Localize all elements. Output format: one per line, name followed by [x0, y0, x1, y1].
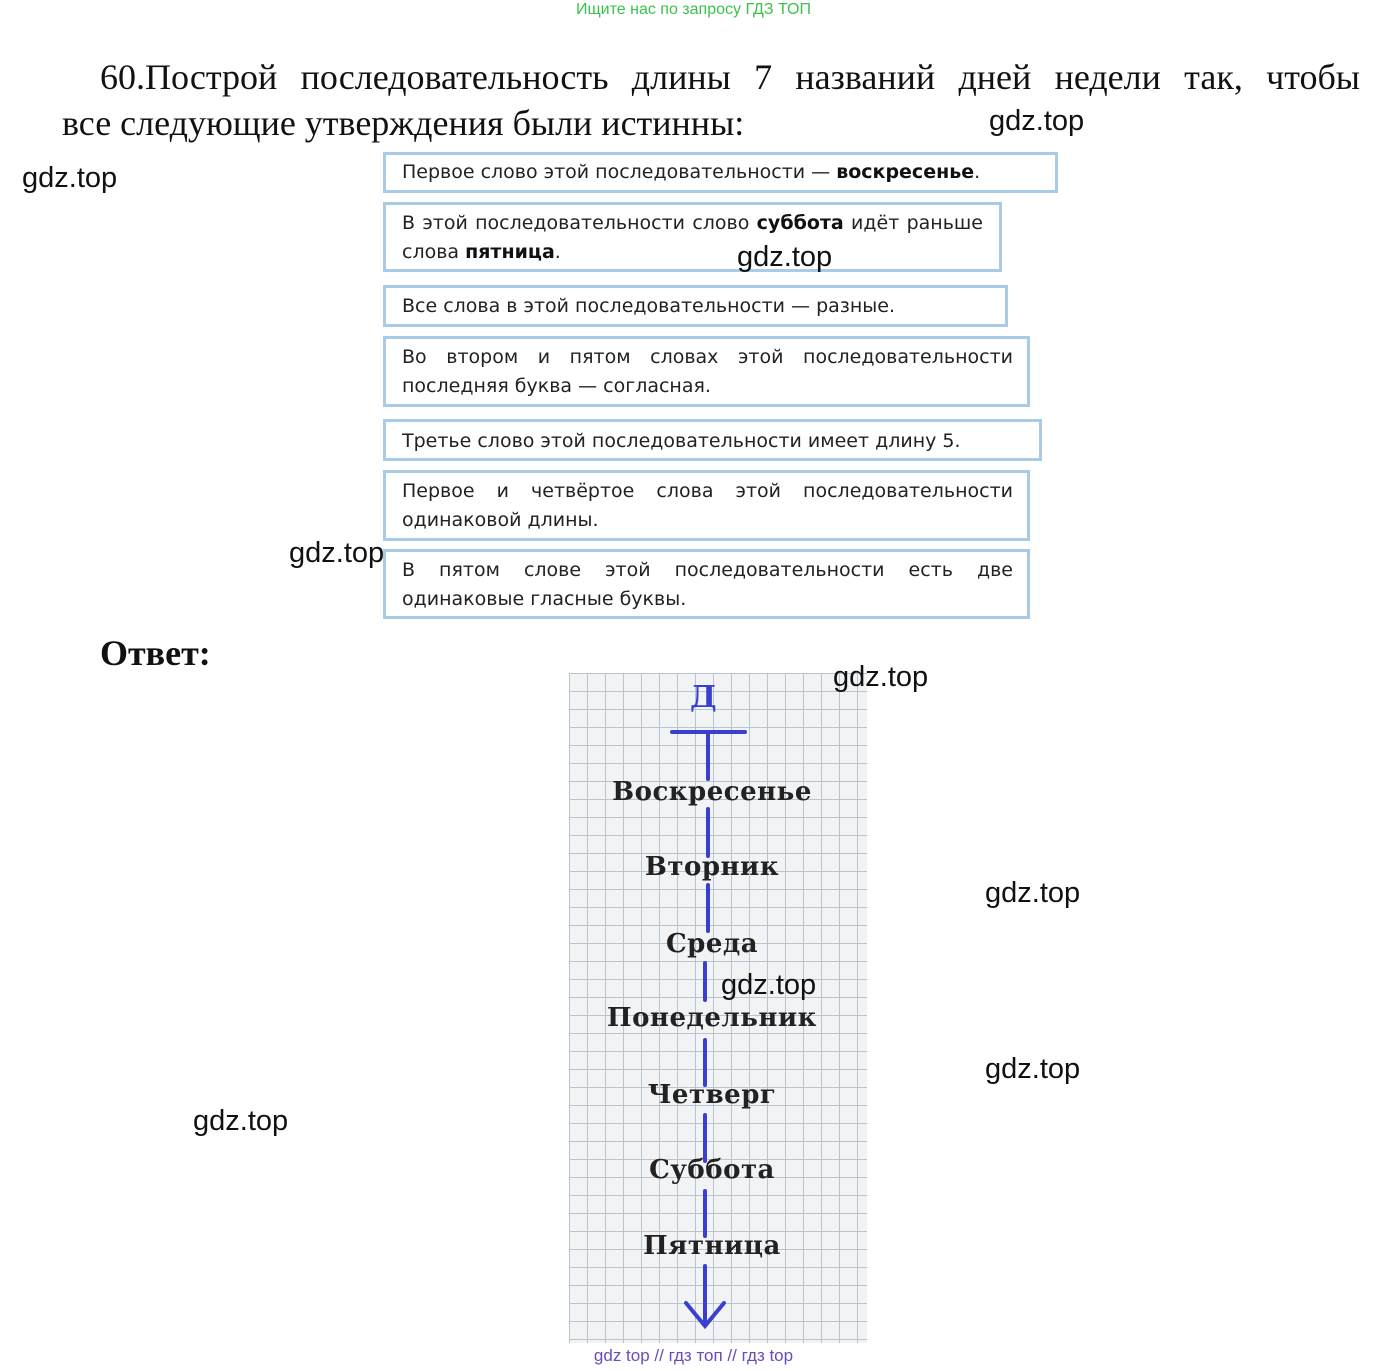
watermark: gdz.top: [833, 661, 929, 693]
day-6: Суббота: [649, 1155, 775, 1185]
statement-box-1: [383, 152, 1058, 193]
statement-box-3: [383, 285, 1008, 327]
statement-1-text: Первое слово этой последовательности —: [402, 161, 837, 183]
watermark: gdz.top: [22, 162, 118, 194]
statement-6-text: Первое и четвёртое слова этой последовательности одинаковой длины.: [402, 480, 1013, 531]
watermark: gdz.top: [985, 1053, 1081, 1085]
statement-2-mid: идёт раньше слова: [402, 212, 983, 263]
statement-2-bold-1: суббота: [756, 212, 844, 234]
day-2: Вторник: [644, 852, 780, 882]
watermark: gdz.top: [737, 241, 833, 273]
footer-links: gdz top // гдз топ // гдз top: [593, 1346, 794, 1365]
statement-3-text: Все слова в этой последовательности — разные.: [402, 295, 896, 317]
answer-label: Ответ:: [100, 633, 211, 673]
top-banner: Ищите нас по запросу ГДЗ ТОП: [576, 1, 811, 18]
day-5: Четверг: [647, 1080, 777, 1110]
watermark: gdz.top: [721, 969, 817, 1001]
statement-box-5: [383, 419, 1042, 461]
statement-box-6: [383, 470, 1030, 541]
statement-2-bold-2: пятница: [465, 241, 555, 263]
watermark: gdz.top: [289, 537, 385, 569]
statement-box-2: [383, 202, 1002, 272]
day-3: Среда: [665, 929, 759, 959]
watermark: gdz.top: [985, 877, 1081, 909]
axis-label: Д: [690, 680, 717, 715]
statement-2-text: В этой последовательности слово: [402, 212, 757, 234]
statement-7-text: В пятом слове этой последовательности есть две одинаковые гласные буквы.: [402, 559, 1013, 610]
day-1: Воскресенье: [612, 777, 812, 807]
day-4: Понедельник: [607, 1003, 817, 1033]
statement-2-end: .: [554, 241, 561, 263]
statement-5-text: Третье слово этой последовательности имеет длину 5.: [402, 430, 961, 452]
day-7: Пятница: [643, 1231, 781, 1261]
watermark: gdz.top: [989, 105, 1085, 137]
statement-4-text: Во втором и пятом словах этой последовательности последняя буква — согласная.: [402, 346, 1013, 397]
watermark: gdz.top: [193, 1105, 289, 1137]
statement-1-end: .: [974, 161, 981, 183]
statement-box-4: [383, 336, 1030, 407]
task-text-line-2: все следующие утверждения были истинны:: [62, 103, 745, 143]
task-text-line-1: 60.Построй последовательность длины 7 названий дней недели так, чтобы: [100, 57, 1360, 97]
statement-box-7: [383, 549, 1030, 619]
statement-1-bold: воскресенье: [836, 161, 975, 183]
